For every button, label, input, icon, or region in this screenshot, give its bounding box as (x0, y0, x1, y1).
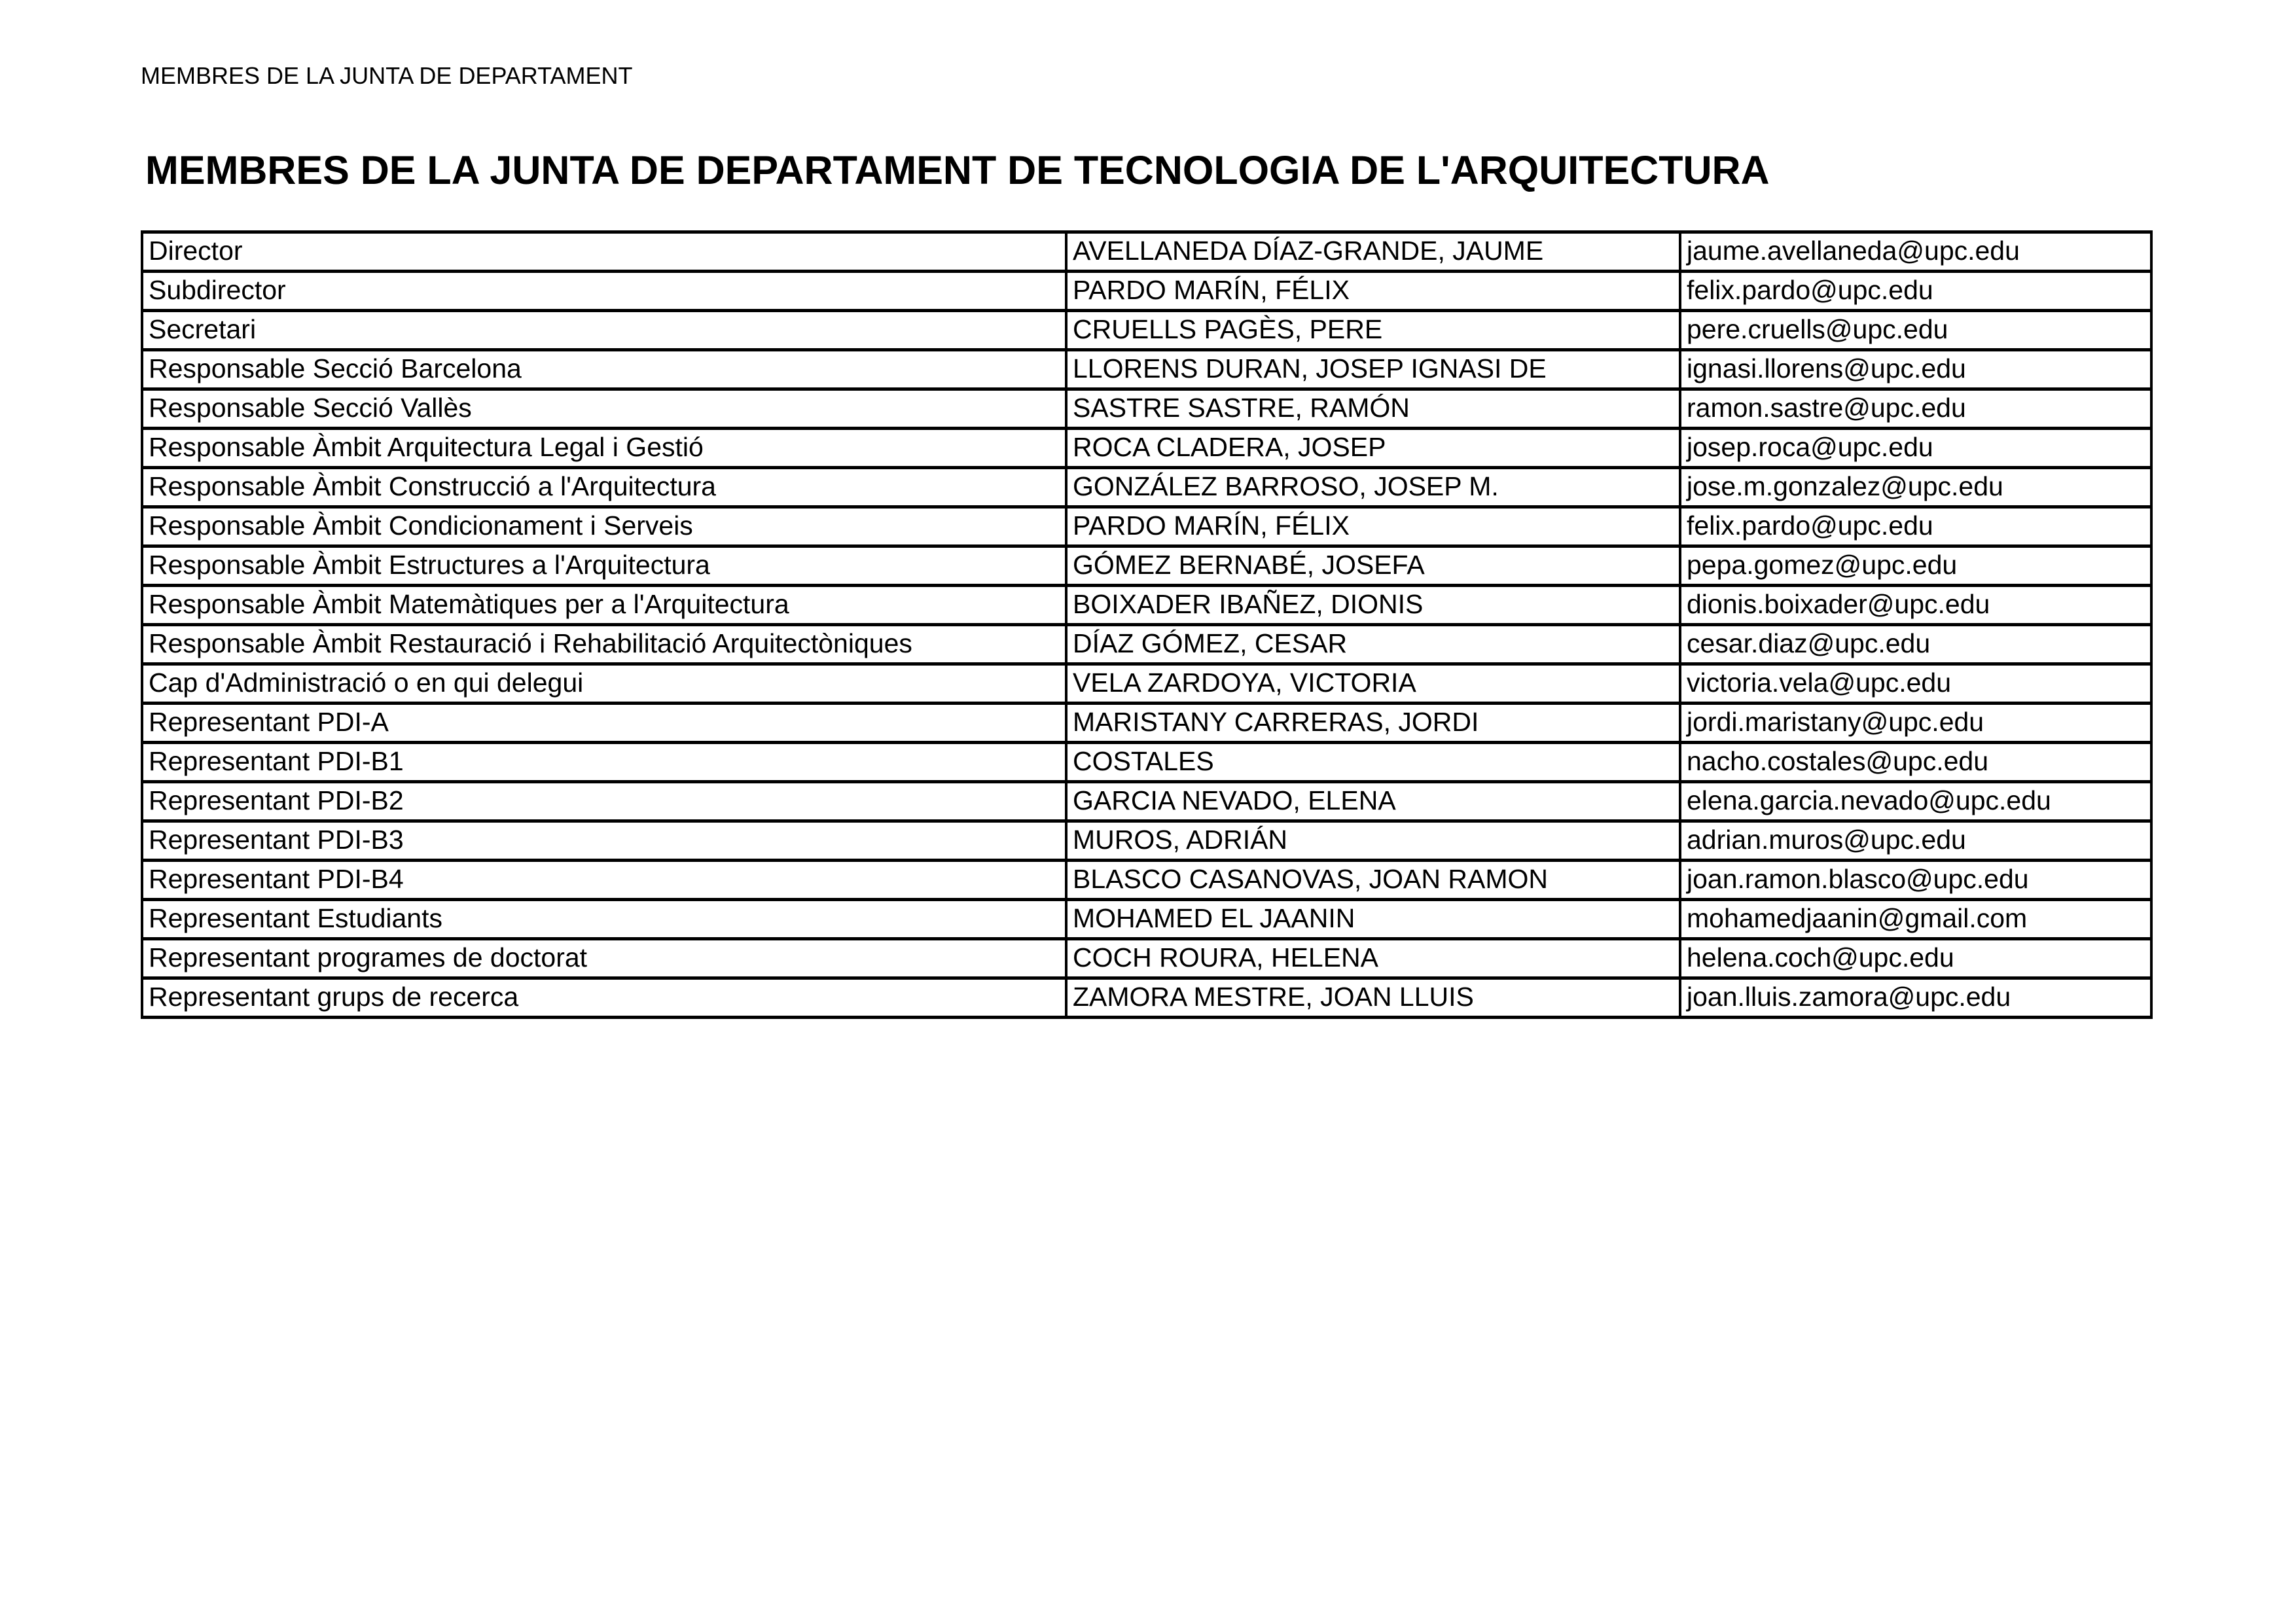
email-cell: elena.garcia.nevado@upc.edu (1680, 782, 2151, 821)
email-cell: nacho.costales@upc.edu (1680, 743, 2151, 782)
name-cell: CRUELLS PAGÈS, PERE (1066, 311, 1680, 350)
role-cell: Responsable Àmbit Arquitectura Legal i Gestió (142, 429, 1066, 468)
email-cell: mohamedjaanin@gmail.com (1680, 900, 2151, 939)
email-cell: helena.coch@upc.edu (1680, 939, 2151, 978)
table-row (142, 978, 2151, 1018)
role-cell: Representant PDI-B2 (142, 782, 1066, 821)
name-cell: SASTRE SASTRE, RAMÓN (1066, 389, 1680, 429)
table-row (142, 232, 2151, 272)
email-cell: victoria.vela@upc.edu (1680, 664, 2151, 704)
table-row (142, 900, 2151, 939)
members-table-body (142, 232, 2151, 1018)
name-cell: GÓMEZ BERNABÉ, JOSEFA (1066, 546, 1680, 586)
role-cell: Responsable Secció Vallès (142, 389, 1066, 429)
name-cell: PARDO MARÍN, FÉLIX (1066, 507, 1680, 546)
table-row (142, 625, 2151, 664)
role-cell: Representant PDI-A (142, 704, 1066, 743)
email-cell: jaume.avellaneda@upc.edu (1680, 232, 2151, 272)
table-row (142, 507, 2151, 546)
name-cell: DÍAZ GÓMEZ, CESAR (1066, 625, 1680, 664)
name-cell: MUROS, ADRIÁN (1066, 821, 1680, 861)
name-cell: VELA ZARDOYA, VICTORIA (1066, 664, 1680, 704)
members-table (141, 230, 2153, 1019)
role-cell: Director (142, 232, 1066, 272)
email-cell: pere.cruells@upc.edu (1680, 311, 2151, 350)
table-row (142, 704, 2151, 743)
table-row (142, 311, 2151, 350)
role-cell: Representant programes de doctorat (142, 939, 1066, 978)
name-cell: GONZÁLEZ BARROSO, JOSEP M. (1066, 468, 1680, 507)
role-cell: Subdirector (142, 272, 1066, 311)
table-row (142, 389, 2151, 429)
table-row (142, 939, 2151, 978)
email-cell: jose.m.gonzalez@upc.edu (1680, 468, 2151, 507)
role-cell: Representant Estudiants (142, 900, 1066, 939)
name-cell: BOIXADER IBAÑEZ, DIONIS (1066, 586, 1680, 625)
email-cell: joan.lluis.zamora@upc.edu (1680, 978, 2151, 1018)
name-cell: MARISTANY CARRERAS, JORDI (1066, 704, 1680, 743)
table-row (142, 468, 2151, 507)
table-row (142, 350, 2151, 389)
email-cell: josep.roca@upc.edu (1680, 429, 2151, 468)
role-cell: Responsable Àmbit Construcció a l'Arquitectura (142, 468, 1066, 507)
role-cell: Cap d'Administració o en qui delegui (142, 664, 1066, 704)
table-row (142, 782, 2151, 821)
table-row (142, 664, 2151, 704)
email-cell: jordi.maristany@upc.edu (1680, 704, 2151, 743)
name-cell: BLASCO CASANOVAS, JOAN RAMON (1066, 861, 1680, 900)
name-cell: ROCA CLADERA, JOSEP (1066, 429, 1680, 468)
table-row (142, 861, 2151, 900)
email-cell: felix.pardo@upc.edu (1680, 272, 2151, 311)
role-cell: Responsable Àmbit Condicionament i Serveis (142, 507, 1066, 546)
name-cell: ZAMORA MESTRE, JOAN LLUIS (1066, 978, 1680, 1018)
name-cell: LLORENS DURAN, JOSEP IGNASI DE (1066, 350, 1680, 389)
role-cell: Secretari (142, 311, 1066, 350)
role-cell: Representant PDI-B1 (142, 743, 1066, 782)
table-row (142, 429, 2151, 468)
document-header: MEMBRES DE LA JUNTA DE DEPARTAMENT (141, 62, 633, 89)
role-cell: Responsable Secció Barcelona (142, 350, 1066, 389)
role-cell: Responsable Àmbit Matemàtiques per a l'Arquitectura (142, 586, 1066, 625)
email-cell: pepa.gomez@upc.edu (1680, 546, 2151, 586)
name-cell: COCH ROURA, HELENA (1066, 939, 1680, 978)
email-cell: dionis.boixader@upc.edu (1680, 586, 2151, 625)
email-cell: joan.ramon.blasco@upc.edu (1680, 861, 2151, 900)
table-row (142, 821, 2151, 861)
role-cell: Representant PDI-B3 (142, 821, 1066, 861)
role-cell: Representant PDI-B4 (142, 861, 1066, 900)
name-cell: AVELLANEDA DÍAZ-GRANDE, JAUME (1066, 232, 1680, 272)
role-cell: Responsable Àmbit Restauració i Rehabilitació Arquitectòniques (142, 625, 1066, 664)
email-cell: ignasi.llorens@upc.edu (1680, 350, 2151, 389)
email-cell: felix.pardo@upc.edu (1680, 507, 2151, 546)
name-cell: GARCIA NEVADO, ELENA (1066, 782, 1680, 821)
email-cell: ramon.sastre@upc.edu (1680, 389, 2151, 429)
name-cell: MOHAMED EL JAANIN (1066, 900, 1680, 939)
role-cell: Responsable Àmbit Estructures a l'Arquitectura (142, 546, 1066, 586)
table-row (142, 586, 2151, 625)
table-row (142, 546, 2151, 586)
table-row (142, 272, 2151, 311)
table-row (142, 743, 2151, 782)
role-cell: Representant grups de recerca (142, 978, 1066, 1018)
page-title: MEMBRES DE LA JUNTA DE DEPARTAMENT DE TECNOLOGIA DE L'ARQUITECTURA (145, 148, 1770, 192)
name-cell: COSTALES (1066, 743, 1680, 782)
email-cell: cesar.diaz@upc.edu (1680, 625, 2151, 664)
name-cell: PARDO MARÍN, FÉLIX (1066, 272, 1680, 311)
email-cell: adrian.muros@upc.edu (1680, 821, 2151, 861)
